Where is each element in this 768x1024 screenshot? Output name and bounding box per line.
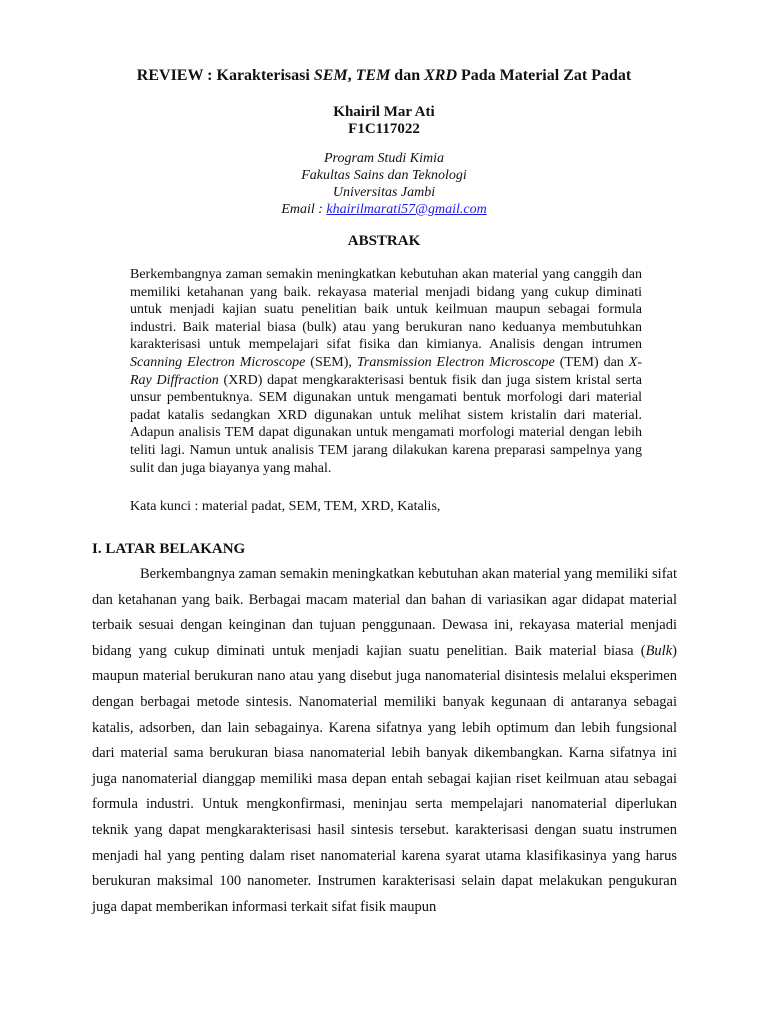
affiliation-university: Universitas Jambi bbox=[332, 185, 436, 200]
section-heading: I. LATAR BELAKANG bbox=[92, 541, 246, 557]
abstract-tem-name: Transmission Electron Microscope bbox=[356, 354, 555, 370]
affiliation-block bbox=[0, 150, 768, 218]
author-block bbox=[0, 104, 768, 138]
body-bulk: Bulk bbox=[645, 642, 673, 659]
abstract-part-2: (XRD) dapat mengkarakterisasi bentuk fisik dan juga sistem kristal serta unsur pembentuknya. SEM digunakan untuk mengamati bentuk morfologi dari material padat katalis sedangkan XRD digunakan untuk melihat sistem kristalin dari material. Adapun analisis TEM dapat digunakan untuk mengamati morfologi material dengan lebih teliti lagi. Namun untuk analisis TEM jarang dilakukan karena preparasi sampelnya yang sulit dan juga biayanya yang mahal. bbox=[130, 372, 642, 476]
affiliation-faculty: Fakultas Sains dan Teknologi bbox=[301, 168, 467, 183]
author-id: F1C117022 bbox=[348, 121, 420, 137]
email-line bbox=[0, 201, 768, 218]
title-tem: TEM bbox=[355, 67, 391, 84]
title-dan: dan bbox=[390, 67, 425, 84]
paper-title bbox=[0, 67, 768, 85]
title-sem: SEM bbox=[313, 67, 348, 84]
abstract-xrd-name: X-Ray Diffraction bbox=[130, 354, 642, 388]
keywords: Kata kunci : material padat, SEM, TEM, XRD, Katalis, bbox=[130, 499, 441, 514]
section-body bbox=[92, 562, 677, 920]
title-xrd: XRD bbox=[424, 67, 457, 84]
abstract-text bbox=[130, 266, 642, 477]
abstract-heading: ABSTRAK bbox=[347, 233, 421, 249]
abstract-tem-abbr: (TEM) dan bbox=[554, 354, 629, 370]
title-comma: , bbox=[347, 67, 356, 84]
title-prefix: REVIEW : Karakterisasi bbox=[136, 67, 314, 84]
email-link[interactable]: khairilmarati57@gmail.com bbox=[326, 202, 487, 217]
author-name: Khairil Mar Ati bbox=[333, 104, 435, 120]
body-part-1: Berkembangnya zaman semakin meningkatkan kebutuhan akan material yang memiliki sifat dan ketahanan yang baik. Berbagai macam material dan bahan di variasikan agar didapat material terbaik sesuai dengan keinginan dan tujuan penggunaan. Dewasa ini, rekayasa material menjadi bidang yang cukup diminati untuk menjadi kajian suatu penelitian. Baik material biasa ( bbox=[92, 566, 677, 659]
affiliation-program: Program Studi Kimia bbox=[323, 151, 445, 166]
title-suffix: Pada Material Zat Padat bbox=[457, 67, 632, 84]
body-part-2: ) maupun material berukuran nano atau yang disebut juga nanomaterial disintesis melalui eksperimen dengan berbagai metode sintesis. Nanomaterial memiliki banyak kegunaan di antaranya sebagai katalis, adsorben, dan lain sebagainya. Karena sifatnya yang lebih optimum dan lebih fungsional dari material sama berukuran biasa nanomaterial lebih banyak dikembangkan. Karna sifatnya ini juga nanomaterial dianggap memiliki masa depan entah sebagai kajian riset keilmuan atau sebagai formula industri. Untuk mengkonfirmasi, meninjau serta mempelajari nanomaterial diperlukan teknik yang dapat mengkarakterisasi hasil sintesis tersebut. karakterisasi dengan suatu instrumen menjadi hal yang penting dalam riset nanomaterial karena syarat utama klasifikasinya yang harus berukuran maksimal 100 nanometer. Instrumen karakterisasi selain dapat melakukan pengukuran juga dapat memberikan informasi terkait sifat fisik maupun bbox=[92, 642, 677, 915]
abstract-sem-abbr: (SEM), bbox=[305, 354, 357, 370]
email-label: Email : bbox=[281, 202, 327, 217]
abstract-sem-name: Scanning Electron Microscope bbox=[130, 354, 306, 370]
abstract-part-1: Berkembangnya zaman semakin meningkatkan kebutuhan akan material yang canggih dan memiliki ketahanan yang baik. rekayasa material menjadi bidang yang cukup diminati untuk menjadi kajian suatu penelitian baik untuk keilmuan maupun sebagai formula industri. Baik material biasa (bulk) atau yang berukuran nano keduanya membutuhkan karakterisasi untuk mempelajari sifat fisika dan kimianya. Analisis dengan intrumen bbox=[130, 267, 642, 353]
